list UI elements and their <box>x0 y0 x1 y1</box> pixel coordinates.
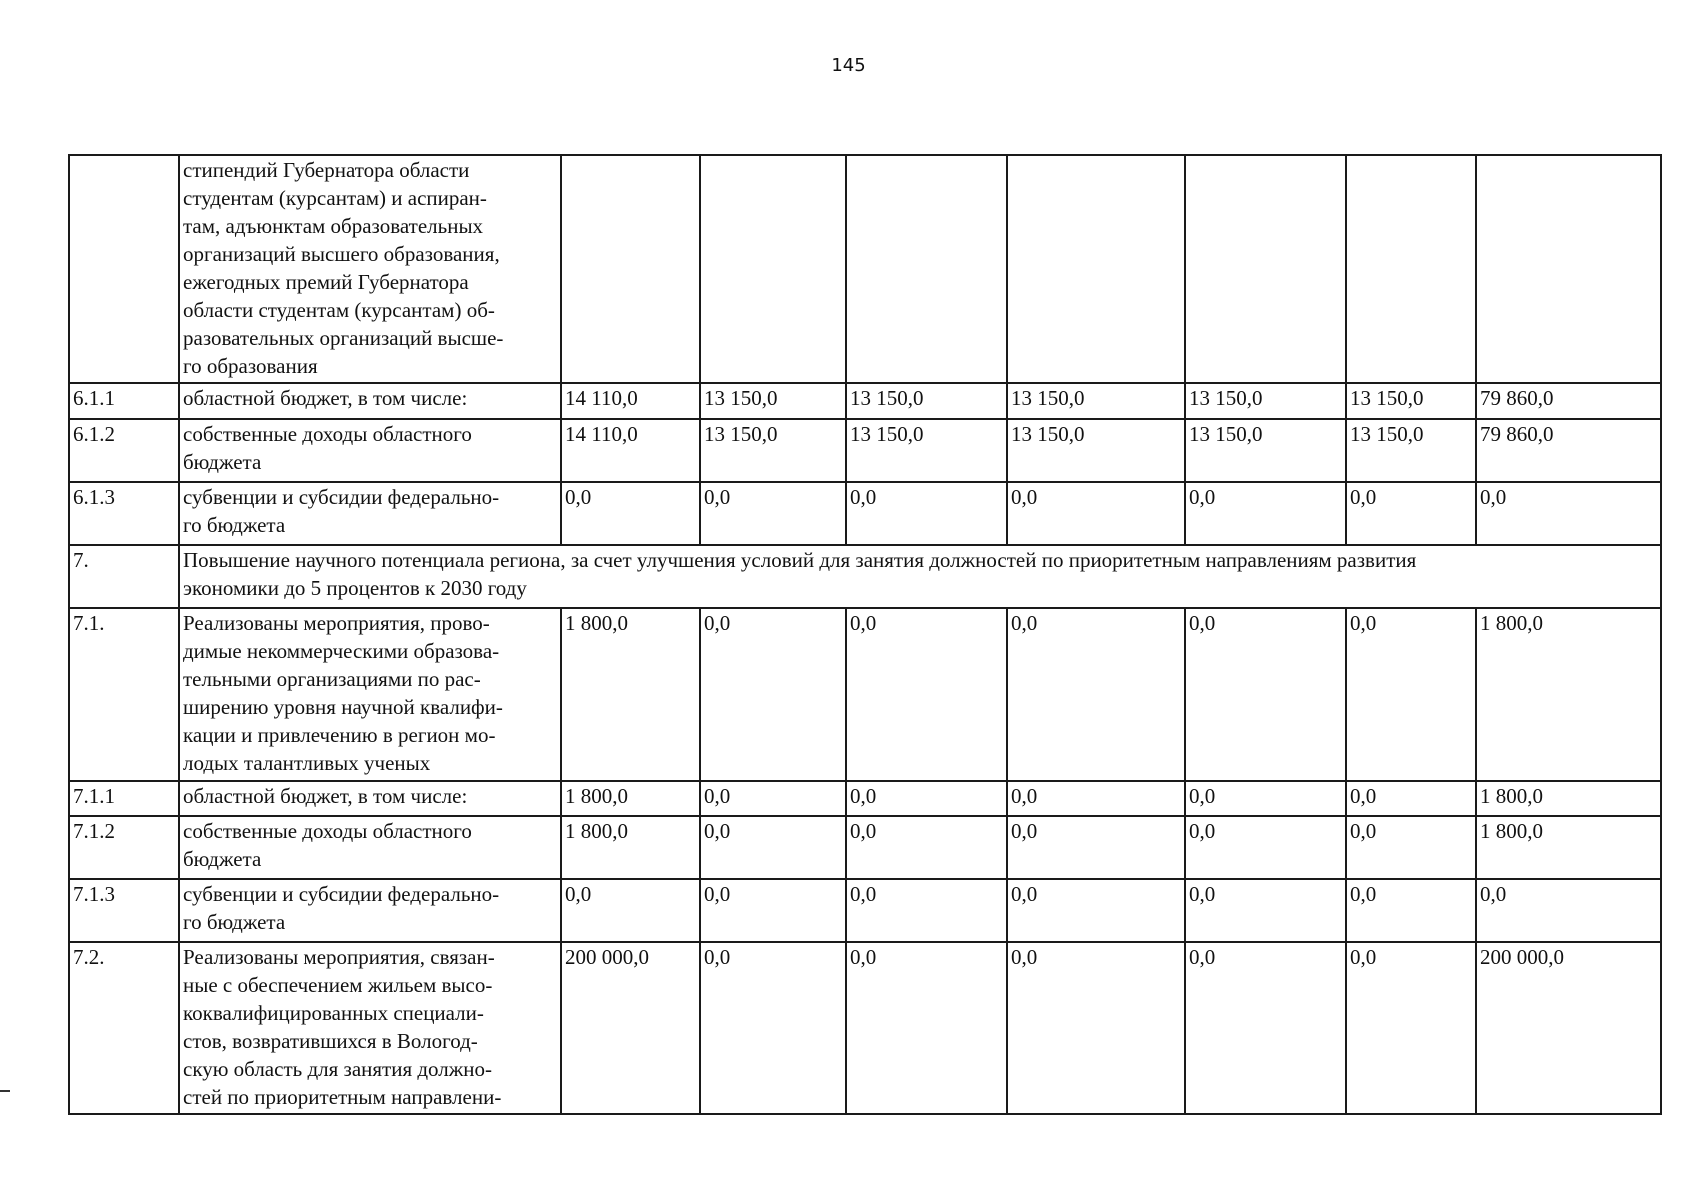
total-cell: 0,0 <box>1476 482 1661 545</box>
page-number: 145 <box>831 55 866 76</box>
value-cell: 0,0 <box>846 942 1007 1114</box>
value-cell: 13 150,0 <box>1185 383 1346 419</box>
value-cell: 0,0 <box>1185 942 1346 1114</box>
value-cell: 0,0 <box>846 482 1007 545</box>
value-cell: 13 150,0 <box>846 419 1007 482</box>
value-cell: 0,0 <box>1185 482 1346 545</box>
row-number-cell: 6.1.1 <box>69 383 179 419</box>
value-cell: 0,0 <box>1007 781 1185 816</box>
total-cell: 0,0 <box>1476 879 1661 942</box>
value-cell: 0,0 <box>1007 816 1185 879</box>
value-cell: 13 150,0 <box>700 383 846 419</box>
table-row <box>69 879 1661 942</box>
value-cell: 0,0 <box>1346 781 1476 816</box>
value-cell: 0,0 <box>1007 608 1185 781</box>
value-cell: 0,0 <box>1346 942 1476 1114</box>
value-cell: 200 000,0 <box>561 942 700 1114</box>
row-number-cell: 7.1.1 <box>69 781 179 816</box>
row-title-cell: областной бюджет, в том числе: <box>179 781 561 816</box>
table-row <box>69 816 1661 879</box>
value-cell <box>846 155 1007 383</box>
value-cell: 0,0 <box>1346 482 1476 545</box>
financing-table <box>68 154 1662 1115</box>
table-row <box>69 608 1661 781</box>
total-cell: 1 800,0 <box>1476 816 1661 879</box>
value-cell: 13 150,0 <box>1007 383 1185 419</box>
section-title-cell: Повышение научного потенциала региона, за счет улучшения условий для занятия должностей по приоритетным направлениям развития экономики до 5 процентов к 2030 году <box>179 545 1661 608</box>
value-cell <box>561 155 700 383</box>
value-cell: 0,0 <box>1346 816 1476 879</box>
row-title-cell: областной бюджет, в том числе: <box>179 383 561 419</box>
row-number-cell: 6.1.3 <box>69 482 179 545</box>
total-cell: 1 800,0 <box>1476 608 1661 781</box>
value-cell: 0,0 <box>1185 879 1346 942</box>
section-number-cell: 7. <box>69 545 179 608</box>
value-cell: 0,0 <box>700 816 846 879</box>
total-cell: 79 860,0 <box>1476 419 1661 482</box>
value-cell <box>1007 155 1185 383</box>
table-row <box>69 482 1661 545</box>
row-title-cell: Реализованы мероприятия, прово- димые некоммерческими образова- тельными организациями по рас- ширению уровня научной квалифи- кации и привлечению в регион мо- лодых талантливых ученых <box>179 608 561 781</box>
value-cell: 0,0 <box>1346 879 1476 942</box>
value-cell: 0,0 <box>700 879 846 942</box>
value-cell: 0,0 <box>561 482 700 545</box>
value-cell: 0,0 <box>1185 816 1346 879</box>
total-cell: 200 000,0 <box>1476 942 1661 1114</box>
row-title-cell: собственные доходы областного бюджета <box>179 816 561 879</box>
value-cell: 0,0 <box>700 781 846 816</box>
table-row <box>69 419 1661 482</box>
value-cell: 13 150,0 <box>1185 419 1346 482</box>
table-row <box>69 155 1661 383</box>
value-cell: 0,0 <box>846 816 1007 879</box>
row-number-cell: 7.1.3 <box>69 879 179 942</box>
value-cell: 13 150,0 <box>1007 419 1185 482</box>
value-cell: 13 150,0 <box>1346 419 1476 482</box>
value-cell: 0,0 <box>700 942 846 1114</box>
row-title-cell: стипендий Губернатора области студентам (курсантам) и аспиран- там, адъюнктам образовательных организаций высшего образования, ежегодных премий Губернатора области студентам (курсантам) об- разовательных организаций высше- го образования <box>179 155 561 383</box>
value-cell <box>1346 155 1476 383</box>
total-cell <box>1476 155 1661 383</box>
value-cell: 0,0 <box>1007 482 1185 545</box>
row-number-cell: 7.2. <box>69 942 179 1114</box>
row-number-cell: 7.1. <box>69 608 179 781</box>
value-cell: 13 150,0 <box>1346 383 1476 419</box>
section-row <box>69 545 1661 608</box>
total-cell: 1 800,0 <box>1476 781 1661 816</box>
value-cell: 0,0 <box>846 781 1007 816</box>
value-cell: 0,0 <box>1007 942 1185 1114</box>
row-title-cell: субвенции и субсидии федерально- го бюджета <box>179 879 561 942</box>
total-cell: 79 860,0 <box>1476 383 1661 419</box>
row-title-cell: субвенции и субсидии федерально- го бюджета <box>179 482 561 545</box>
row-number-cell <box>69 155 179 383</box>
value-cell: 0,0 <box>700 608 846 781</box>
value-cell: 0,0 <box>1185 781 1346 816</box>
table-row <box>69 383 1661 419</box>
value-cell: 0,0 <box>846 608 1007 781</box>
row-title-cell: собственные доходы областного бюджета <box>179 419 561 482</box>
value-cell: 14 110,0 <box>561 419 700 482</box>
value-cell: 1 800,0 <box>561 816 700 879</box>
value-cell: 0,0 <box>561 879 700 942</box>
row-title-cell: Реализованы мероприятия, связан- ные с обеспечением жильем высо- коквалифицированных специали- стов, возвратившихся в Вологод- скую область для занятия должно- стей по приоритетным направлени- <box>179 942 561 1114</box>
value-cell: 1 800,0 <box>561 608 700 781</box>
row-number-cell: 7.1.2 <box>69 816 179 879</box>
value-cell: 0,0 <box>1346 608 1476 781</box>
value-cell: 13 150,0 <box>846 383 1007 419</box>
table-row <box>69 942 1661 1114</box>
value-cell: 0,0 <box>1007 879 1185 942</box>
value-cell: 14 110,0 <box>561 383 700 419</box>
value-cell <box>1185 155 1346 383</box>
value-cell: 0,0 <box>700 482 846 545</box>
scan-artifact-mark <box>0 1090 10 1092</box>
value-cell: 1 800,0 <box>561 781 700 816</box>
value-cell <box>700 155 846 383</box>
row-number-cell: 6.1.2 <box>69 419 179 482</box>
value-cell: 0,0 <box>846 879 1007 942</box>
value-cell: 0,0 <box>1185 608 1346 781</box>
table-row <box>69 781 1661 816</box>
value-cell: 13 150,0 <box>700 419 846 482</box>
